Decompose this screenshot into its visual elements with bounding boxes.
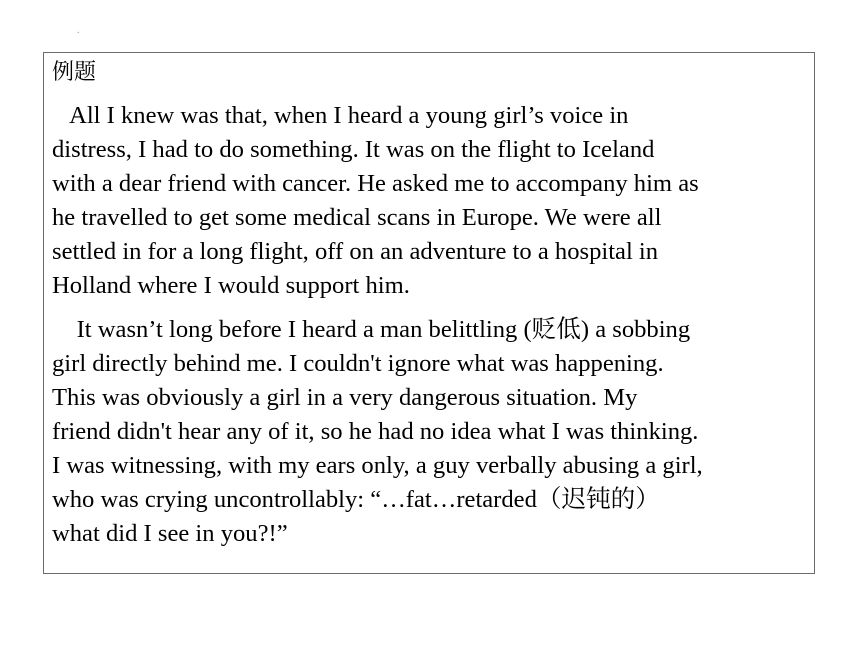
paragraph-1-line: All I knew was that, when I heard a young girl’s voice in (52, 102, 629, 129)
paragraph-2-line: It wasn’t long before I heard a man belittling (贬低) a sobbing (52, 316, 691, 343)
paragraph-2-line: what did I see in you?!” (52, 520, 288, 547)
example-text-box (43, 52, 815, 574)
paragraph-1-line: settled in for a long flight, off on an adventure to a hospital in (52, 238, 659, 265)
paragraph-1-line: distress, I had to do something. It was on the flight to Iceland (52, 136, 655, 163)
paragraph-2-line: I was witnessing, with my ears only, a guy verbally abusing a girl, (52, 452, 703, 479)
paragraph-2-line: This was obviously a girl in a very dangerous situation. My (52, 384, 638, 411)
paragraph-2-line: girl directly behind me. I couldn't ignore what was happening. (52, 350, 664, 377)
paragraph-1-line: he travelled to get some medical scans in Europe. We were all (52, 204, 662, 231)
paragraph-1-line: with a dear friend with cancer. He asked me to accompany him as (52, 170, 699, 197)
paragraph-2-line: who was crying uncontrollably: “…fat…retarded（迟钝的） (52, 486, 660, 513)
paragraph-2-line: friend didn't hear any of it, so he had no idea what I was thinking. (52, 418, 699, 445)
example-heading: 例题 (52, 60, 97, 85)
slide-marker-dot: . (77, 25, 80, 36)
paragraph-1-line: Holland where I would support him. (52, 272, 410, 299)
